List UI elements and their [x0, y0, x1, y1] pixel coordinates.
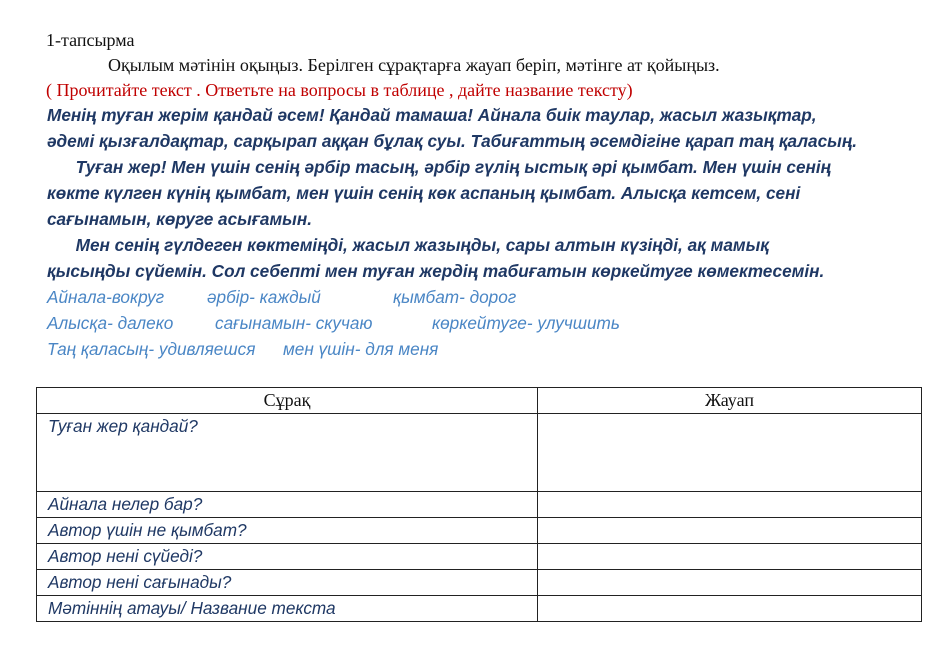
- column-header-question: Сұрақ: [37, 388, 538, 414]
- vocabulary-row: [47, 336, 438, 362]
- question-cell: Автор нені сағынады?: [37, 570, 538, 596]
- question-cell: Автор үшін не қымбат?: [37, 518, 538, 544]
- text-line: Мен сенің гүлдеген көктеміңді, жасыл жазыңды, сары алтын күзіңді, ақ мамық: [47, 235, 769, 255]
- vocab-entry: көркейтуге- улучшить: [432, 313, 620, 333]
- table-header-row: [37, 388, 922, 414]
- answer-cell[interactable]: [538, 518, 922, 544]
- text-line: көкте күлген күнің қымбат, мен үшін сенің көк аспаның қымбат. Алысқа кетсем, сені: [47, 183, 801, 203]
- table-row: [37, 596, 922, 622]
- answer-cell[interactable]: [538, 414, 922, 492]
- vocab-entry: сағынамын- скучаю: [215, 313, 373, 333]
- vocab-entry: мен үшін- для меня: [283, 339, 439, 359]
- instruction-russian: ( Прочитайте текст . Ответьте на вопросы в таблице , дайте название тексту): [46, 80, 633, 100]
- vocab-entry: әрбір- каждый: [207, 287, 321, 307]
- task-number: 1-тапсырма: [46, 30, 135, 50]
- vocab-entry: Алысқа- далеко: [47, 313, 174, 333]
- table-row: [37, 570, 922, 596]
- question-cell: Айнала нелер бар?: [37, 492, 538, 518]
- text-line: қысыңды сүйемін. Сол себепті мен туған жердің табиғатын көркейтуге көмектесемін.: [47, 261, 825, 281]
- vocabulary-row: [47, 310, 620, 336]
- question-cell: Мәтіннің атауы/ Название текста: [37, 596, 538, 622]
- table-row: [37, 544, 922, 570]
- vocab-entry: Айнала-вокруг: [47, 287, 165, 307]
- question-cell: Туған жер қандай?: [37, 414, 538, 492]
- table-row: [37, 492, 922, 518]
- text-line: Менің туған жерім қандай әсем! Қандай тамаша! Айнала биік таулар, жасыл жазықтар,: [47, 105, 817, 125]
- question-table: [36, 387, 922, 622]
- question-cell: Автор нені сүйеді?: [37, 544, 538, 570]
- text-line: Туған жер! Мен үшін сенің әрбір тасың, әрбір гүлің ыстық әрі қымбат. Мен үшін сенің: [47, 157, 832, 177]
- answer-cell[interactable]: [538, 570, 922, 596]
- instruction-kazakh: Оқылым мәтінін оқыңыз. Берілген сұрақтарға жауап беріп, мәтінге ат қойыңыз.: [108, 55, 720, 75]
- column-header-answer: Жауап: [538, 388, 922, 414]
- answer-cell[interactable]: [538, 596, 922, 622]
- table-row: [37, 518, 922, 544]
- answer-cell[interactable]: [538, 492, 922, 518]
- answer-cell[interactable]: [538, 544, 922, 570]
- text-line: әдемі қызғалдақтар, сарқырап аққан бұлақ суы. Табиғаттың әсемдігіне қарап таң қаласың.: [47, 131, 857, 151]
- vocab-entry: Таң қаласың- удивляешся: [47, 339, 256, 359]
- vocabulary-row: [47, 284, 516, 310]
- vocab-entry: қымбат- дорог: [393, 287, 517, 307]
- table-row: [37, 414, 922, 492]
- text-line: сағынамын, көруге асығамын.: [47, 209, 312, 229]
